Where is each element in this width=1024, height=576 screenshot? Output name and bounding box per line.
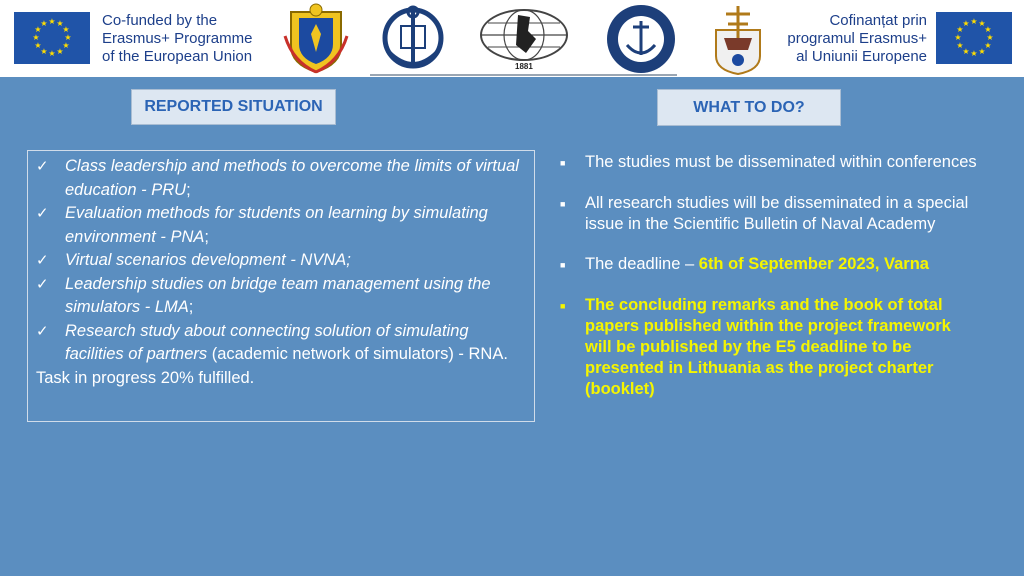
reported-item: [36, 155, 524, 202]
reported-item-suffix: ;: [204, 227, 209, 246]
reported-item: [36, 320, 524, 367]
what-to-do-list: [560, 152, 980, 419]
eu-right-line-3: al Uniunii Europene: [796, 48, 927, 65]
checkmark-icon: ✓: [36, 322, 49, 340]
checkmark-icon: ✓: [36, 252, 49, 269]
action-item: [560, 193, 980, 235]
svg-text:★: ★: [962, 19, 970, 28]
checkmark-icon: ✓: [36, 158, 49, 175]
action-item-text: All research studies will be disseminated in a special issue in the Scientific Bulletin of Naval Academy: [585, 194, 969, 233]
svg-text:★: ★: [56, 47, 64, 56]
svg-text:★: ★: [40, 47, 48, 56]
eu-cofunded-text: [102, 12, 252, 66]
square-bullet-icon: ■: [560, 158, 566, 168]
svg-text:★: ★: [978, 47, 986, 56]
svg-text:★: ★: [956, 41, 964, 50]
reported-item-title: Evaluation methods for students on learning by simulating environment - PNA: [65, 204, 488, 246]
globe-emblem-icon: [478, 5, 570, 65]
reported-item: [36, 273, 524, 320]
action-item: [560, 254, 980, 276]
reported-item-title: Research study about connecting solution of simulating facilities of partners: [65, 321, 469, 363]
header-divider: [370, 74, 677, 76]
reported-item: [36, 202, 524, 249]
action-item: [560, 295, 980, 400]
svg-text:★: ★: [32, 33, 40, 42]
deadline-prefix: The deadline –: [585, 255, 699, 273]
checkmark-icon: ✓: [36, 275, 49, 293]
naval-academy-crest-icon: [283, 2, 349, 74]
task-progress-text: Task in progress 20% fulfilled.: [36, 368, 255, 387]
svg-text:★: ★: [986, 33, 994, 42]
svg-text:★: ★: [984, 41, 992, 50]
svg-text:★: ★: [62, 41, 70, 50]
piri-reis-university-icon: [605, 3, 677, 75]
square-bullet-icon: ■: [560, 199, 566, 209]
eu-left-line-1: Co-funded by the: [102, 12, 218, 29]
concluding-remarks-text: The concluding remarks and the book of total papers published within the project framework will be published by the E5 deadline to be presented in Lithuania as the project charter (booklet): [585, 296, 951, 398]
svg-text:★: ★: [34, 41, 42, 50]
svg-text:★: ★: [978, 19, 986, 28]
eu-right-line-2: programul Erasmus+: [787, 30, 927, 47]
svg-text:★: ★: [970, 17, 978, 26]
svg-text:★: ★: [64, 33, 72, 42]
reported-item: [36, 249, 524, 273]
svg-text:★: ★: [48, 17, 56, 26]
anchor-emblem-icon: [375, 4, 451, 72]
svg-text:★: ★: [34, 25, 42, 34]
action-item-text: The studies must be disseminated within conferences: [585, 153, 977, 171]
eu-right-line-1: Cofinanțat prin: [829, 12, 927, 29]
svg-text:★: ★: [62, 25, 70, 34]
reported-item-title: Class leadership and methods to overcome the limits of virtual education - PRU: [65, 157, 519, 199]
reported-item-suffix: ;: [186, 180, 191, 199]
logo-year-label: 1881: [515, 62, 533, 71]
action-item: [560, 152, 980, 174]
eu-flag-icon: [14, 12, 90, 64]
svg-text:★: ★: [40, 19, 48, 28]
square-bullet-icon: ■: [560, 301, 566, 311]
reported-item-title: Virtual scenarios development - NVNA;: [65, 251, 351, 269]
tall-ship-crest-icon: [710, 2, 766, 76]
eu-left-line-2: Erasmus+ Programme: [102, 30, 253, 47]
reported-item-suffix: ;: [188, 298, 194, 316]
what-to-do-label: WHAT TO DO?: [657, 89, 841, 126]
reported-situation-label: REPORTED SITUATION: [131, 89, 336, 125]
reported-item-suffix: (academic network of simulators) - RNA.: [207, 345, 508, 363]
svg-text:★: ★: [956, 25, 964, 34]
svg-text:★: ★: [954, 33, 962, 42]
svg-text:★: ★: [962, 47, 970, 56]
header-logo-bar: [0, 0, 1024, 77]
svg-text:★: ★: [56, 19, 64, 28]
svg-text:★: ★: [48, 49, 56, 58]
eu-left-line-3: of the European Union: [102, 48, 253, 65]
checkmark-icon: ✓: [36, 205, 49, 222]
deadline-date: 6th of September 2023, Varna: [698, 255, 929, 273]
square-bullet-icon: ■: [560, 260, 566, 270]
svg-text:★: ★: [984, 25, 992, 34]
eu-cofinantat-text: [782, 12, 927, 66]
reported-situation-box: [27, 150, 535, 422]
eu-flag-icon: [936, 12, 1012, 64]
reported-item-title: Leadership studies on bridge team management using the simulators - LMA: [65, 274, 491, 316]
svg-text:★: ★: [970, 49, 978, 58]
